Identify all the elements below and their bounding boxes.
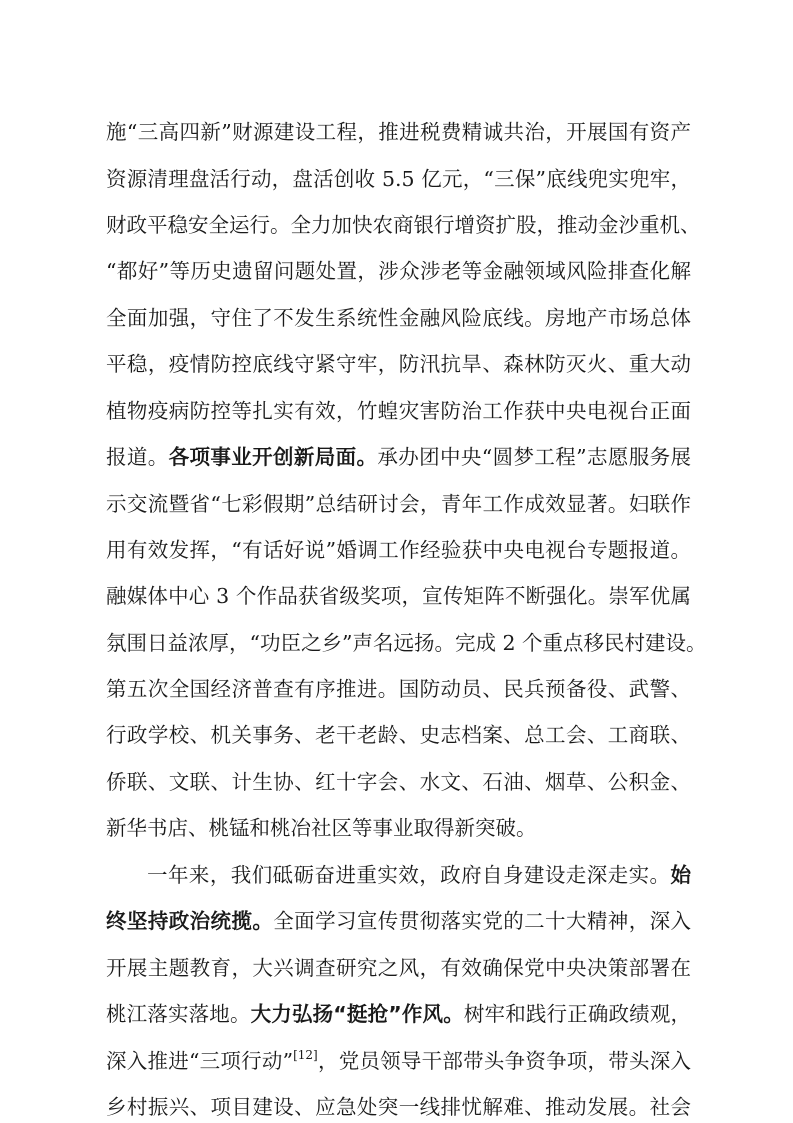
- text-line: 新华书店、桃锰和桃冶社区等事业取得新突破。: [106, 816, 537, 840]
- text-span: 深入推进“三项行动”: [106, 1049, 294, 1073]
- footnote-ref: [12]: [293, 1048, 318, 1062]
- text-line: 用有效发挥，“有话好说”婚调工作经验获中央电视台专题报道。: [106, 538, 691, 562]
- text-line: 行政学校、机关事务、老干老龄、史志档案、总工会、工商联、: [106, 723, 691, 747]
- text-line: 侨联、文联、计生协、红十字会、水文、石油、烟草、公积金、: [106, 770, 691, 794]
- bold-heading: 始: [670, 863, 691, 887]
- text-span: 报道。: [106, 445, 169, 469]
- text-line: [106, 441, 691, 473]
- text-line: 财政平稳安全运行。全力加快农商银行增资扩股，推动金沙重机、: [106, 213, 701, 237]
- text-line: 乡村振兴、项目建设、应急处突一线排忧解难、推动发展。社会: [106, 1095, 691, 1119]
- text-line: 平稳，疫情防控底线守紧守牢，防汛抗旱、森林防灭火、重大动: [106, 352, 691, 376]
- text-line: 全面加强，守住了不发生系统性金融风险底线。房地产市场总体: [106, 306, 691, 330]
- text-line: 资源清理盘活行动，盘活创收 5.5 亿元，“三保”底线兜实兜牢，: [106, 167, 691, 191]
- text-span: 承办团中央“圆梦工程”志愿服务展: [377, 445, 692, 469]
- text-line: “都好”等历史遗留问题处置，涉众涉老等金融领域风险排查化解: [106, 259, 691, 283]
- bold-heading: 终坚持政治统揽。: [106, 909, 274, 933]
- text-line: [106, 905, 691, 937]
- text-span: 树牢和践行正确政绩观，: [463, 1002, 691, 1026]
- text-span: ，党员领导干部带头争资争项，带头深入: [317, 1049, 691, 1073]
- text-span: 桃江落实落地。: [106, 1002, 251, 1026]
- text-span: 全面学习宣传贯彻落实党的二十大精神，深入: [273, 909, 692, 933]
- text-line: 植物疫病防控等扎实有效，竹蝗灾害防治工作获中央电视台正面: [106, 399, 691, 423]
- text-line: 融媒体中心 3 个作品获省级奖项，宣传矩阵不断强化。崇军优属: [106, 584, 691, 608]
- text-line: 开展主题教育，大兴调查研究之风，有效确保党中央决策部署在: [106, 956, 691, 980]
- text-line: 示交流暨省“七彩假期”总结研讨会，青年工作成效显著。妇联作: [106, 492, 691, 516]
- bold-heading: 各项事业开创新局面。: [168, 445, 378, 469]
- text-span: 一年来，我们砥砺奋进重实效，政府自身建设走深走实。: [147, 863, 671, 887]
- text-line: 氛围日益浓厚，“功臣之乡”声名远扬。完成 2 个重点移民村建设。: [106, 631, 707, 655]
- text-line: [147, 859, 691, 891]
- bold-heading: 大力弘扬“挺抢”作风。: [250, 1002, 464, 1026]
- text-line: [106, 1045, 691, 1077]
- text-line: 第五次全国经济普查有序推进。国防动员、民兵预备役、武警、: [106, 677, 691, 701]
- text-line: 施“三高四新”财源建设工程，推进税费精诚共治，开展国有资产: [106, 120, 691, 144]
- text-line: [106, 998, 691, 1030]
